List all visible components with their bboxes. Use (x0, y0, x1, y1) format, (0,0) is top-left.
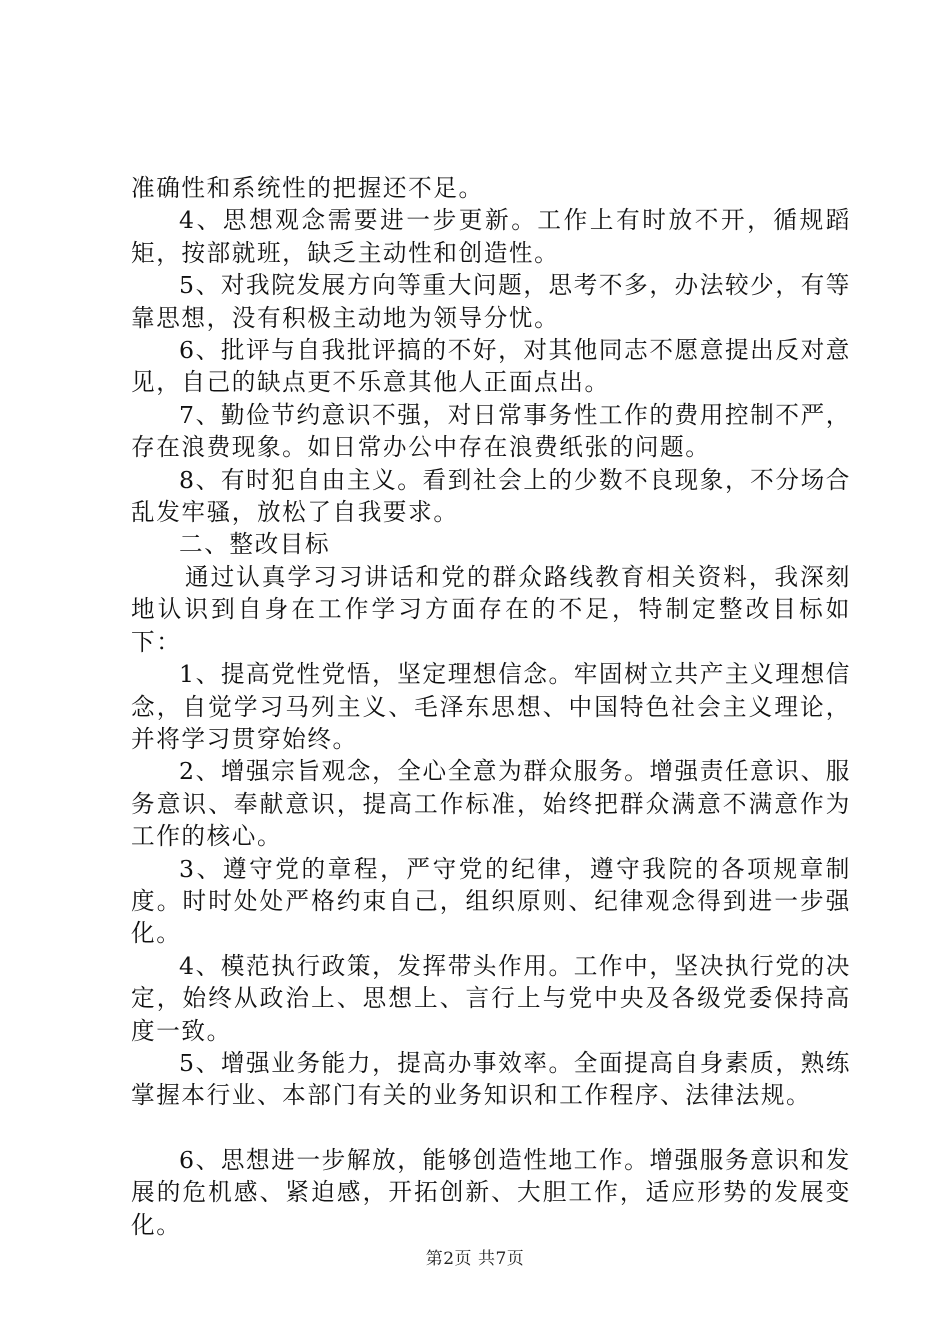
paragraph-goal-1: 1、提高党性党悟，坚定理想信念。牢固树立共产主义理想信念，自觉学习马列主义、毛泽东思想、中国特色社会主义理论，并将学习贯穿始终。 (131, 660, 851, 753)
paragraph-goal-6: 6、思想进一步解放，能够创造性地工作。增强服务意识和发展的危机感、紧迫感，开拓创新、大胆工作，适应形势的发展变化。 (131, 1145, 851, 1239)
paragraph-goal-4: 4、模范执行政策，发挥带头作用。工作中，坚决执行党的决定，始终从政治上、思想上、言行上与党中央及各级党委保持高度一致。 (131, 951, 851, 1045)
paragraph-item-6: 6、批评与自我批评搞的不好，对其他同志不愿意提出反对意见，自己的缺点更不乐意其他人正面点出。 (131, 336, 851, 397)
paragraph-intro: 通过认真学习习讲话和党的群众路线教育相关资料，我深刻地认识到自身在工作学习方面存在的不足，特制定整改目标如下： (131, 562, 851, 656)
paragraph-goal-3: 3、遵守党的章程，严守党的纪律，遵守我院的各项规章制度。时时处处严格约束自己，组织原则、纪律观念得到进一步强化。 (131, 854, 851, 948)
paragraph-continuation: 准确性和系统性的把握还不足。 (131, 174, 484, 202)
page-footer: 第2页 共7页 (425, 1249, 525, 1269)
paragraph-item-8: 8、有时犯自由主义。看到社会上的少数不良现象，不分场合乱发牢骚，放松了自我要求。 (131, 465, 851, 527)
section-heading: 二、整改目标 (179, 530, 331, 559)
paragraph-goal-2: 2、增强宗旨观念，全心全意为群众服务。增强责任意识、服务意识、奉献意识，提高工作标准，始终把群众满意不满意作为工作的核心。 (131, 757, 851, 851)
paragraph-item-7: 7、勤俭节约意识不强，对日常事务性工作的费用控制不严，存在浪费现象。如日常办公中存在浪费纸张的问题。 (131, 400, 851, 462)
paragraph-item-5: 5、对我院发展方向等重大问题，思考不多，办法较少，有等靠思想，没有积极主动地为领导分忧。 (131, 271, 851, 332)
paragraph-goal-5: 5、增强业务能力，提高办事效率。全面提高自身素质，熟练掌握本行业、本部门有关的业务知识和工作程序、法律法规。 (131, 1048, 851, 1110)
document-body (131, 172, 851, 1241)
paragraph-item-4: 4、思想观念需要进一步更新。工作上有时放不开，循规蹈矩，按部就班，缺乏主动性和创造性。 (131, 206, 851, 267)
